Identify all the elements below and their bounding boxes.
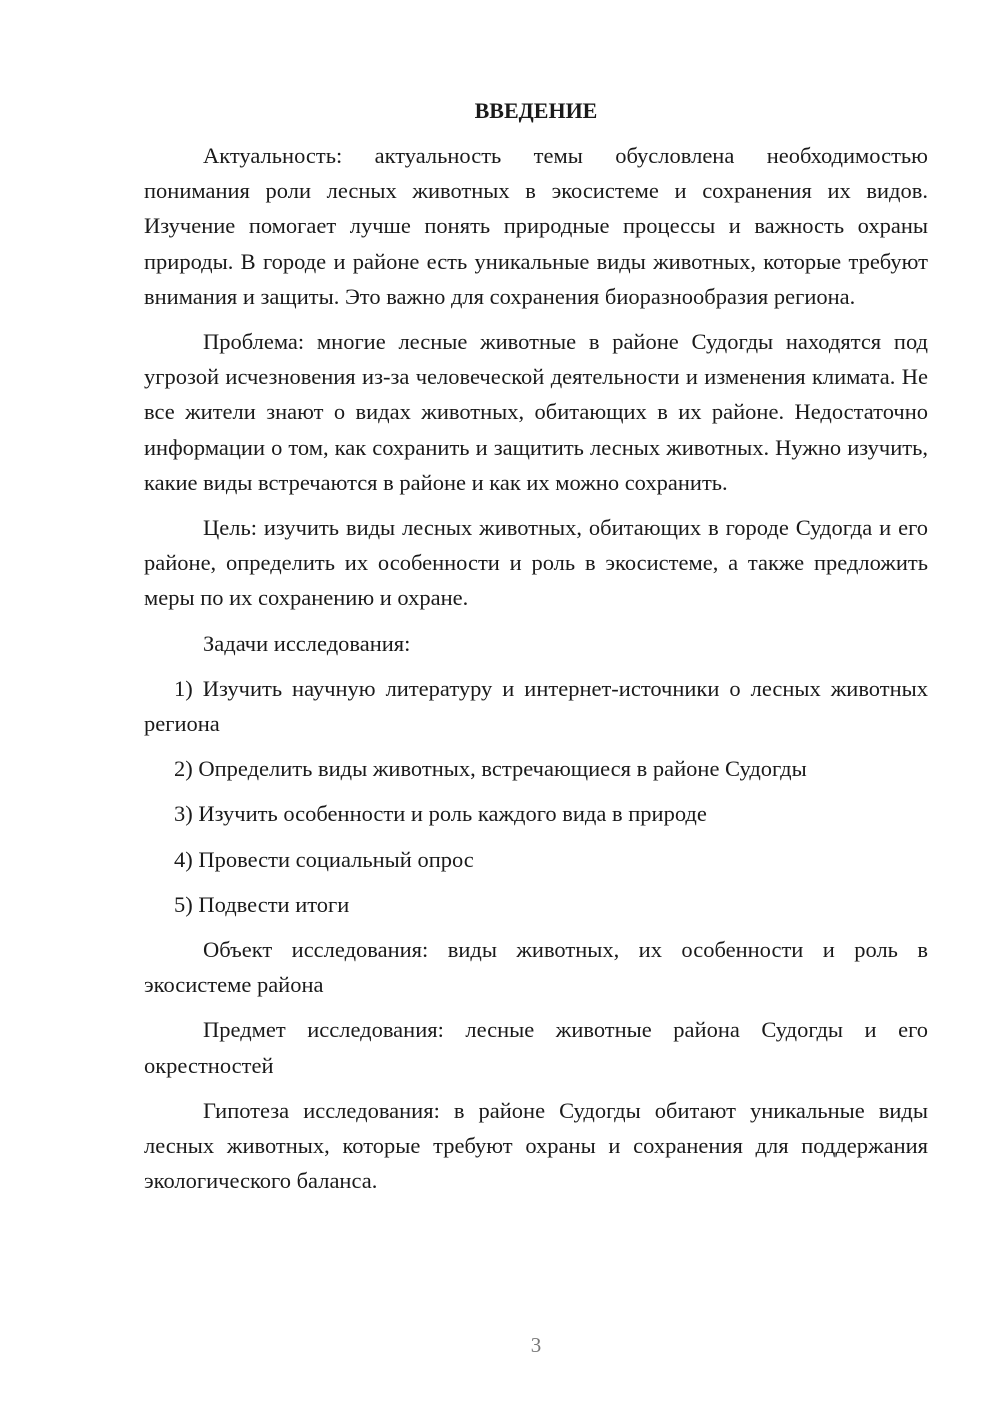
task-item-4: 4) Провести социальный опрос	[174, 846, 474, 872]
task-item-5: 5) Подвести итоги	[174, 891, 350, 917]
task-item-3: 3) Изучить особенности и роль каждого вида в природе	[174, 801, 707, 827]
tasks-heading: Задачи исследования:	[203, 630, 411, 656]
subject-paragraph: Предмет исследования: лесные животные района Судогды и его окрестностей	[144, 1017, 928, 1078]
object-paragraph: Объект исследования: виды животных, их особенности и роль в экосистеме района	[144, 937, 928, 998]
page-title: ВВЕДЕНИЕ	[474, 98, 598, 123]
task-item-2: 2) Определить виды животных, встречающиеся в районе Судогды	[174, 756, 807, 782]
problem-paragraph: Проблема: многие лесные животные в районе Судогды находятся под угрозой исчезновения из-за человеческой деятельности и изменения климата. Не все жители знают о видах животных, обитающих в их районе. Недостаточно информации о том, как сохранить и защитить лесных животных. Нужно изучить, какие виды встречаются в районе и как их можно сохранить.	[144, 329, 928, 495]
task-item-1: 1) Изучить научную литературу и интернет-источники о лесных животных региона	[144, 675, 928, 737]
relevance-paragraph: Актуальность: актуальность темы обусловлена необходимостью понимания роли лесных животных в экосистеме и сохранения их видов. Изучение помогает лучше понять природные процессы и важность охраны природы. В городе и районе есть уникальные виды животных, которые требуют внимания и защиты. Это важно для сохранения биоразнообразия региона.	[144, 143, 928, 309]
document-page	[144, 96, 928, 1198]
goal-paragraph: Цель: изучить виды лесных животных, обитающих в городе Судогда и его районе, определить их особенности и роль в экосистеме, а также предложить меры по их сохранению и охране.	[144, 515, 928, 611]
page-number: 3	[530, 1333, 542, 1357]
hypothesis-paragraph: Гипотеза исследования: в районе Судогды обитают уникальные виды лесных животных, которые требуют охраны и сохранения для поддержания экологического баланса.	[144, 1097, 928, 1194]
